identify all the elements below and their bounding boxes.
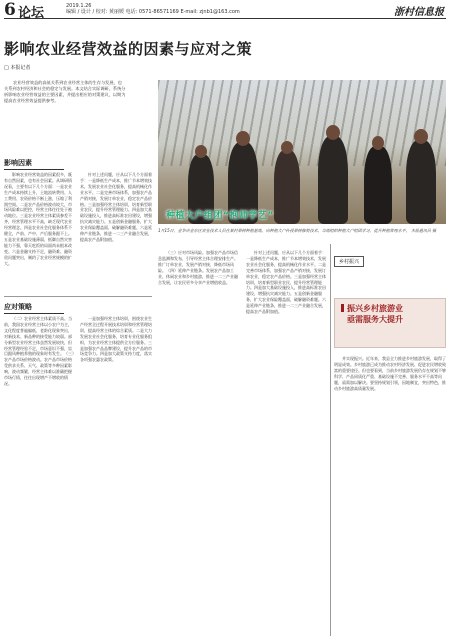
column-5 [158,250,240,636]
person-head [236,131,250,146]
editor-line: 编辑 / 设计 / 校对: 黄丽媛 [66,9,125,15]
column-4 [80,316,152,636]
sidebar-tag [334,248,446,265]
email: E-mail: zjnb1@163.com [180,9,240,15]
news-photo [158,80,446,224]
issue-date: 2019.1.26 [66,3,92,9]
column-6 [246,250,328,636]
column-3 [4,316,74,636]
person-head [195,145,207,158]
column-1 [4,172,74,290]
subhead-strategies: 应对策略 [4,302,64,314]
column-4-text: 一是加强经营主体培训，围绕农业生产经营全过程开展技术培训和经营管理培训，提高经营主体的综合素质。二是大力发展农业社会化服务，培育专业化服务组织，为农业经营主体提供全方位服务。三是加强农产品品牌建设，提升农产品的市场竞争力。四是加大政策支持力度，落实各项强农惠农政策。 [80,316,152,363]
person-head [414,129,428,144]
page-number: 6 [4,0,16,20]
column-7-text: 并实现振兴。近年来，我县全力推进乡村旅游发展，取得了明显成效。乡村旅游已成为推动农村经济发展、促进农民增收致富的重要途径。但也要看到，当前乡村旅游发展仍存在规划不够科学、产品同质化严重、基础设施不完善、服务水平不高等问题，亟需加以解决。要坚持规划引领，因地制宜，突出特色，推动乡村旅游高质量发展。 [334,356,446,391]
column-2-repeat-text: 针对上述问题，应从以下几个方面着手：一是降低生产成本，推广节本增效技术，发展农业社会化服务，提高机械化作业水平。二是完善市场体系，加强农产品产销对接，发展订单农业，稳定农产品价格。三是加强经营主体培训，培育新型职业农民，提升经营管理能力。四是加大基础设施投入，推进高标准农田建设，增强抗灾减灾能力。五是创新金融服务，扩大农业保险覆盖面，破解融资难题。六是延伸产业链条，推进一二三产业融合发展，提高农产品附加值。 [246,250,326,315]
column-2-text: 针对上述问题，应从以下几个方面着手：一是降低生产成本，推广节本增效技术，发展农业社会化服务，提高机械化作业水平。二是完善市场体系，加强农产品产销对接，发展订单农业，稳定农产品价格。三是加强经营主体培训，培育新型职业农民，提升经营管理能力。四是加大基础设施投入，推进高标准农田建设，增强抗灾减灾能力。五是创新金融服务，扩大农业保险覆盖面，破解融资难题。六是延伸产业链条，推进一二三产业融合发展，提高农产品附加值。 [80,172,152,242]
person-head [281,141,293,154]
photo-overlay-caption: 种植大户组团“抱师学艺” [166,211,274,221]
column-1-text: 影响农业经营效益的因素很多，既有自然因素，也有社会因素。从调研情况看，主要有以下几个方面：一是农业生产成本持续上升，土地流转费用、人工费用、农资价格不断上涨，压缩了利润空间。二是农产品价格波动较大，市场风险难以把控，经营主体往往处于被动地位。三是农业经营主体素质参差不齐，经营管理水平不高，缺乏现代农业经营理念。四是农业社会化服务体系不健全，产前、产中、产后服务跟不上。五是农业基础设施薄弱，抵御自然灾害能力不强，靠天吃饭的局面尚未根本改变。六是金融支持不足，融资难、融资贵问题突出，制约了农业经营规模的扩大。 [4,172,72,266]
column-7 [334,356,446,636]
issue-meta [66,3,240,15]
person-figure [406,140,436,224]
section-title: 论坛 [18,6,45,21]
divider [4,296,152,297]
sidebar-title-line1: 振兴乡村旅游业 [341,303,439,314]
person-head [326,125,340,140]
sidebar-title-box [334,298,446,348]
person-head [372,136,384,150]
subhead-factors: 影响因素 [4,158,64,170]
sidebar-tag-label: 乡村振兴 [334,256,364,267]
person-figure [364,146,392,224]
column-3-text: （二）农业经营主体素质不高。当前，我国农业经营主体以小农户为主，文化程度普遍偏低，老龄化现象突出，对新技术、新品种的接受能力较弱。部分新型农业经营主体虽然发展较快，但经营管理经验不足，市场意识不强，盲目跟风种植养殖的现象时有发生。（三）农产品市场价格波动。农产品市场价格受供求关系、天气、政策等多种因素影响，波动频繁，经营主体难以准确把握市场行情，往往出现增产不增收的情况。 [4,316,74,386]
article-headline: 影响农业经营效益的因素与应对之策 [4,40,253,58]
sidebar-title-line2: 亟需服务大提升 [347,314,403,324]
page-header [4,0,446,21]
person-figure [274,150,300,224]
person-figure [318,136,348,224]
masthead-logo: 浙村信息报 [394,7,444,18]
byline: □ 本报记者 [4,65,31,71]
column-divider [330,244,331,636]
column-5-text: （三）应对市场风险。加强农产品市场信息监测和发布，引导经营主体合理安排生产。推广订单农业，发展产销对接，降低市场风险。（四）延伸产业链条。发展农产品加工业、休闲农业和乡村旅游，推进一二三产业融合发展，让农民更多分享产业增值收益。 [158,250,238,285]
phone: 电话: 0571-86571169 [125,9,179,15]
lead-paragraph: 农业经营效益的高低关系到农业经营主体的生存与发展，也关系到农村经济和社会的稳定与发展。本文结合实际调研，系统分析影响农业经营效益的主要因素，并提出相应的对策建议，以期为提高农业经营效益提供参考。 [4,80,126,103]
photo-caption: 1月15日，金华市金东区农业技术人员在某村果树种植基地，向种植大户传授果树修剪技术。当地组织种植大户组团学习，提升种植管理水平。 本报通讯员 摄 [158,228,437,233]
column-2 [80,172,152,290]
